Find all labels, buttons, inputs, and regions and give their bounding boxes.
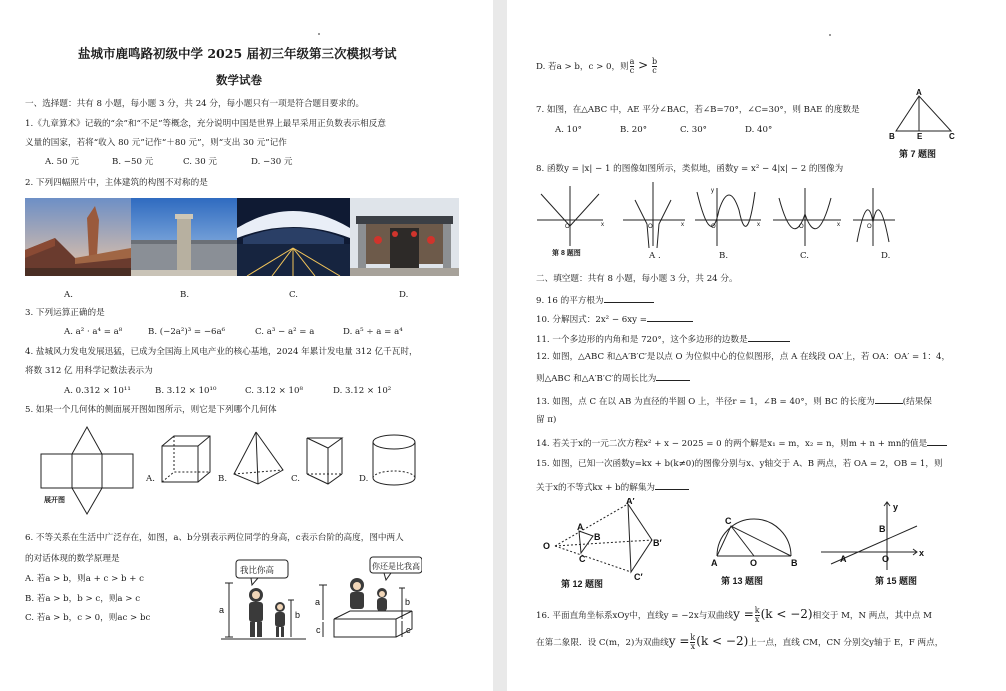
q12-13-15-figures bbox=[541, 498, 971, 580]
q13-line1: 13. 如图，点 C 在以 AB 为直径的半圆 O 上，半径r = 1，∠B = 40°，则 BC 的长度为 (结果保 bbox=[536, 394, 932, 408]
q15-figure-caption: 第 15 题图 bbox=[875, 576, 918, 586]
q5-label-a: A. bbox=[146, 474, 155, 484]
q3-stem: 3. 下列运算正确的是 bbox=[25, 308, 105, 318]
q7-point-c: C bbox=[949, 132, 955, 140]
mark-a-2: a bbox=[315, 597, 321, 607]
q11: 11. 一个多边形的内角和是 720°，这个多边形的边数是 bbox=[536, 332, 790, 346]
q11-answer-blank bbox=[748, 332, 790, 342]
q6-option-b: B. 若a > b，b > c，则a > c bbox=[25, 594, 141, 604]
q1-line2: 义量的国家，若将“收入 80 元”记作“＋80 元”，则“支出 30 元”记作 bbox=[25, 138, 287, 148]
bubble-text-1: 我比你高 bbox=[240, 565, 275, 575]
svg-text:x: x bbox=[681, 222, 684, 228]
q3-option-d: D. a⁵ ÷ a = a⁴ bbox=[343, 327, 403, 337]
svg-text:B: B bbox=[879, 524, 886, 534]
q1-option-b: B. −50 元 bbox=[112, 157, 154, 167]
q8-label-d: D. bbox=[881, 251, 891, 261]
q5-label-b: B. bbox=[218, 474, 228, 484]
svg-text:B′: B′ bbox=[653, 538, 662, 548]
q15-line2: 关于x的不等式kx + b的解集为 bbox=[536, 480, 689, 494]
q3-option-b: B. (−2a²)³ = −6a⁶ bbox=[148, 327, 226, 337]
exam-subtitle: 数学试卷 bbox=[216, 73, 262, 87]
q2-photo-a bbox=[25, 198, 131, 276]
q4-option-b: B. 3.12 × 10¹⁰ bbox=[155, 386, 217, 396]
mark-a-1: a bbox=[219, 605, 225, 615]
q2-photo-c bbox=[237, 198, 350, 276]
svg-text:A: A bbox=[840, 554, 847, 564]
q4-option-a: A. 0.312 × 10¹¹ bbox=[64, 386, 131, 396]
q7-point-e: E bbox=[917, 132, 923, 140]
q8-label-c: C. bbox=[800, 251, 810, 261]
q1-option-a: A. 50 元 bbox=[45, 157, 79, 167]
svg-text:x: x bbox=[837, 222, 840, 228]
q6-line2: 的对话体现的数学原理是 bbox=[25, 554, 120, 564]
q6-option-a: A. 若a > b，则a + c > b + c bbox=[25, 574, 144, 584]
q5-figures bbox=[36, 424, 456, 516]
q2-label-a: A. bbox=[64, 290, 73, 300]
q8-label-a: A . bbox=[649, 251, 661, 261]
q6-cartoon bbox=[216, 555, 422, 645]
svg-text:B: B bbox=[594, 532, 601, 542]
svg-text:A′: A′ bbox=[626, 498, 635, 506]
q4-line2: 将数 312 亿 用科学记数法表示为 bbox=[25, 366, 153, 376]
fig12 bbox=[555, 504, 652, 572]
q4-line1: 4. 盐城风力发电发展迅猛，已成为全国海上风电产业的核心基地，2024 年累计发电量 312 亿千瓦时， bbox=[25, 347, 418, 357]
q1-option-c: C. 30 元 bbox=[183, 157, 217, 167]
q14-answer-blank bbox=[927, 436, 947, 446]
q2-photo-b bbox=[131, 198, 237, 276]
q12-line1: 12. 如图，△ABC 和△A′B′C′是以点 O 为位似中心的位似图形，点 A 在线段 OA′上，若 OA：OA′ = 1：4， bbox=[536, 352, 951, 362]
q8-figure-caption: 第 8 题图 bbox=[552, 250, 581, 257]
cylinder-figure bbox=[373, 435, 415, 485]
svg-text:O: O bbox=[648, 224, 653, 230]
q2-label-c: C. bbox=[289, 290, 299, 300]
pyramid-figure bbox=[234, 432, 283, 484]
q1-option-d: D. −30 元 bbox=[251, 157, 293, 167]
q13-line2: 留 π) bbox=[536, 415, 557, 425]
section-fill-heading: 二、填空题：共有 8 小题，每小题 3 分，共 24 分。 bbox=[536, 274, 738, 284]
q6-option-c: C. 若a > b，c > 0，则ac > bc bbox=[25, 613, 151, 623]
q16-line2: 在第二象限．设 C(m，2)为双曲线y = $\frac{k}{x}$ (k < −2)上一点，直线 CM，CN 分别交y轴于 E，F 两点， bbox=[536, 633, 944, 651]
mark-c-1: c bbox=[316, 625, 321, 635]
q15-line1: 15. 如图，已知一次函数y=kx + b(k≠0)的图像分别与x、y轴交于 A、B 两点，若 OA = 2，OB = 1，则 bbox=[536, 459, 943, 469]
q12-line2: 则△ABC 和△A′B′C′的周长比为 bbox=[536, 371, 690, 385]
q7-triangle-figure bbox=[887, 88, 959, 140]
q4-option-d: D. 3.12 × 10² bbox=[333, 386, 392, 396]
svg-text:A: A bbox=[711, 558, 718, 568]
svg-text:O: O bbox=[565, 224, 570, 230]
q9-answer-blank bbox=[604, 293, 654, 303]
q7-option-d: D. 40° bbox=[745, 125, 773, 135]
svg-text:O: O bbox=[882, 554, 890, 564]
q2-photo-d bbox=[350, 198, 459, 276]
q7-point-b: B bbox=[889, 132, 895, 140]
exam-title: 盐城市鹿鸣路初级中学 2025 届初三年级第三次模拟考试 bbox=[78, 46, 397, 61]
q9: 9. 16 的平方根为 bbox=[536, 293, 654, 307]
svg-text:C: C bbox=[579, 554, 586, 564]
svg-text:C′: C′ bbox=[634, 572, 643, 580]
q16-line1: 16. 平面直角坐标系xOy中，直线y = −2x与双曲线y = $\frac{k}{x}$ (k < −2)相交于 M，N 两点，其中点 M bbox=[536, 606, 932, 624]
q7-figure-caption: 第 7 题图 bbox=[899, 149, 937, 159]
q5-label-d: D. bbox=[359, 474, 369, 484]
q6-option-d: D. 若a > b，c > 0，则 $\frac{a}{c}$ > $\frac{b}{c}$ bbox=[536, 57, 658, 75]
svg-text:x: x bbox=[601, 222, 604, 228]
q12-figure-caption: 第 12 题图 bbox=[561, 579, 604, 589]
q8-graphs bbox=[535, 180, 895, 262]
q3-option-c: C. a³ − a² = a bbox=[255, 327, 315, 337]
q10-answer-blank bbox=[647, 312, 693, 322]
q5-net-label: 展开图 bbox=[44, 497, 65, 504]
svg-text:O: O bbox=[711, 224, 716, 230]
svg-text:A: A bbox=[577, 522, 584, 532]
q7-option-b: B. 20° bbox=[620, 125, 648, 135]
prism-figure bbox=[307, 438, 342, 484]
mark-c-2: c bbox=[406, 625, 411, 635]
q7-point-a: A bbox=[916, 88, 922, 97]
q8-label-b: B. bbox=[719, 251, 729, 261]
q6-line1: 6. 不等关系在生活中广泛存在，如图，a、b分别表示两位同学的身高，c表示台阶的高度，图中两人 bbox=[25, 533, 404, 543]
q12-answer-blank bbox=[656, 371, 690, 381]
q13-figure-caption: 第 13 题图 bbox=[721, 576, 764, 586]
bubble-text-2: 你还是比我高 bbox=[372, 562, 420, 571]
svg-text:O: O bbox=[867, 224, 872, 230]
q2-label-b: B. bbox=[180, 290, 190, 300]
svg-text:x: x bbox=[919, 548, 925, 558]
q13-answer-blank bbox=[875, 394, 903, 404]
q5-label-c: C. bbox=[291, 474, 301, 484]
q8-stem: 8. 函数y = |x| − 1 的图像如图所示，类似地，函数y = x² − 4|x| − 2 的图像为 bbox=[536, 164, 844, 174]
svg-text:O: O bbox=[543, 541, 551, 551]
svg-text:x: x bbox=[757, 222, 760, 228]
fig15 bbox=[821, 502, 917, 570]
section-choice-heading: 一、选择题：共有 8 小题，每小题 3 分，共 24 分，每小题只有一项是符合题目要求的。 bbox=[25, 99, 365, 109]
q15-answer-blank bbox=[655, 480, 689, 490]
cube-figure bbox=[162, 436, 210, 482]
svg-text:y: y bbox=[711, 188, 714, 194]
svg-text:O: O bbox=[750, 558, 758, 568]
q4-option-c: C. 3.12 × 10⁸ bbox=[245, 386, 303, 396]
mark-b-1: b bbox=[295, 610, 301, 620]
svg-text:y: y bbox=[893, 502, 899, 512]
mark-b-2: b bbox=[405, 597, 411, 607]
q14: 14. 若关于x的一元二次方程x² + x − 2025 = 0 的两个解是x₁ = m，x₂ = n，则m + n + mn的值是 bbox=[536, 436, 947, 450]
svg-text:O: O bbox=[799, 224, 804, 230]
q10: 10. 分解因式：2x² − 6xy = bbox=[536, 312, 693, 326]
q7-option-c: C. 30° bbox=[680, 125, 707, 135]
left-page bbox=[0, 0, 493, 691]
q3-option-a: A. a² · a⁴ = a⁸ bbox=[64, 327, 123, 337]
right-page bbox=[507, 0, 1006, 691]
q1-line1: 1.《九章算术》记载的“余”和“不足”等概念，充分说明中国是世界上最早采用正负数表示相反意 bbox=[25, 119, 386, 129]
svg-text:C: C bbox=[725, 516, 732, 526]
q2-stem: 2. 下列四幅照片中，主体建筑的构图不对称的是 bbox=[25, 178, 208, 188]
q7-option-a: A. 10° bbox=[555, 125, 582, 135]
q2-label-d: D. bbox=[399, 290, 409, 300]
q7-stem: 7. 如图，在△ABC 中，AE 平分∠BAC，若∠B=70°，∠C=30°，则 BAE 的度数是 bbox=[536, 105, 860, 115]
svg-text:B: B bbox=[791, 558, 798, 568]
q5-stem: 5. 如果一个几何体的侧面展开图如图所示，则它是下列哪个几何体 bbox=[25, 405, 277, 415]
